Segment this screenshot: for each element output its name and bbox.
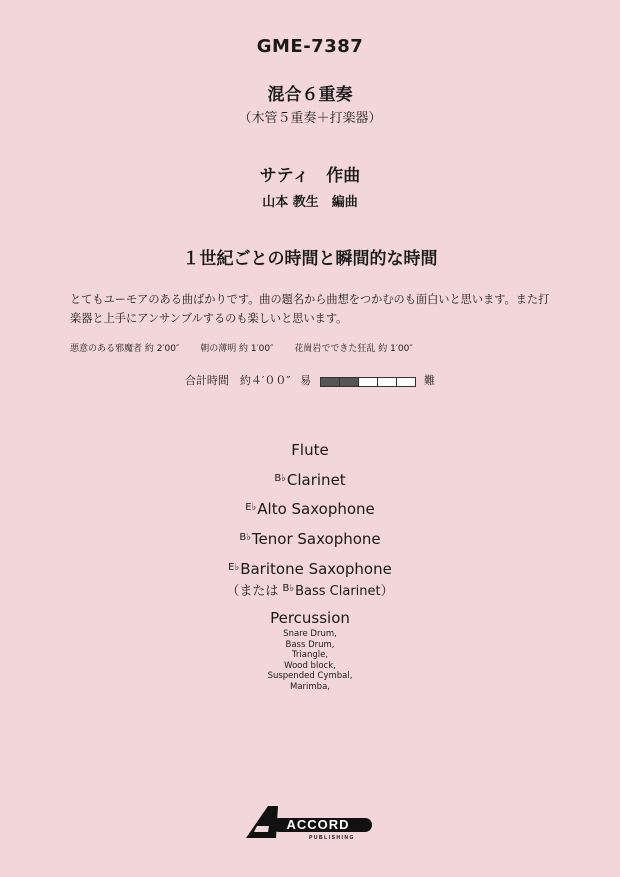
- instrument-alternative: （または $^{B♭}$Bass Clarinet）: [226, 583, 394, 599]
- catalog-number: GME-7387: [256, 36, 364, 57]
- movement-item: 悪意のある邪魔者 約 2′00″: [70, 344, 180, 354]
- instrument-alto-sax: $^{E♭}$Alto Saxophone: [245, 500, 375, 518]
- timing-row: [0, 372, 620, 388]
- flat-key-label: E♭: [228, 562, 240, 573]
- percussion-list: [0, 629, 620, 692]
- instrument-baritone-sax: $^{E♭}$Baritone Saxophone: [228, 560, 392, 578]
- difficulty-cell: [378, 378, 397, 386]
- logo-tagline: PUBLISHING: [309, 835, 355, 841]
- flat-key-label: B♭: [274, 473, 286, 484]
- movement-list: [70, 341, 570, 354]
- flat-key-label: E♭: [245, 502, 257, 513]
- accord-publishing-logo: [246, 804, 376, 842]
- movement-item: 花崗岩でできた狂乱 約 1′00″: [294, 344, 413, 354]
- difficulty-cell: [340, 378, 359, 386]
- percussion-item: Marimba,: [290, 681, 330, 692]
- difficulty-hard-label: 難: [424, 374, 436, 387]
- percussion-item: Triangle,: [291, 650, 329, 660]
- piece-title: １世紀ごとの時間と瞬間的な時間: [182, 249, 438, 269]
- percussion-item: Suspended Cymbal,: [267, 671, 353, 681]
- arranger-credit: 山本 教生 編曲: [262, 195, 358, 210]
- ensemble-title: 混合６重奏: [267, 85, 353, 105]
- ensemble-subtitle: （木管５重奏＋打楽器）: [238, 111, 382, 126]
- percussion-item: Snare Drum,: [283, 629, 337, 639]
- percussion-item: Wood block,: [284, 660, 336, 671]
- instrument-percussion: Percussion: [270, 609, 350, 627]
- logo-wordmark: ACCORD: [286, 817, 350, 832]
- total-time: 合計時間 約４′００″: [184, 374, 291, 387]
- instrument-clarinet: $^{B♭}$Clarinet: [274, 471, 346, 489]
- difficulty-cell: [397, 378, 415, 386]
- composer-credit: サティ 作曲: [259, 166, 361, 186]
- instrument-tenor-sax: $^{B♭}$Tenor Saxophone: [239, 530, 381, 548]
- movement-item: 朝の薄明 約 1′00″: [200, 344, 274, 354]
- difficulty-cell: [321, 378, 340, 386]
- difficulty-meter: [320, 377, 416, 387]
- percussion-item: Bass Drum,: [285, 639, 335, 650]
- flat-key-label: B♭: [282, 583, 295, 594]
- difficulty-easy-label: 易: [300, 374, 312, 387]
- flat-key-label: B♭: [239, 532, 251, 543]
- instrument-flute: Flute: [291, 441, 329, 459]
- difficulty-cell: [359, 378, 378, 386]
- description-text: とてもユーモアのある曲ばかりです。曲の題名から曲想をつかむのも面白いと思います。また打楽器と上手にアンサンブルするのも楽しいと思います。: [70, 293, 550, 325]
